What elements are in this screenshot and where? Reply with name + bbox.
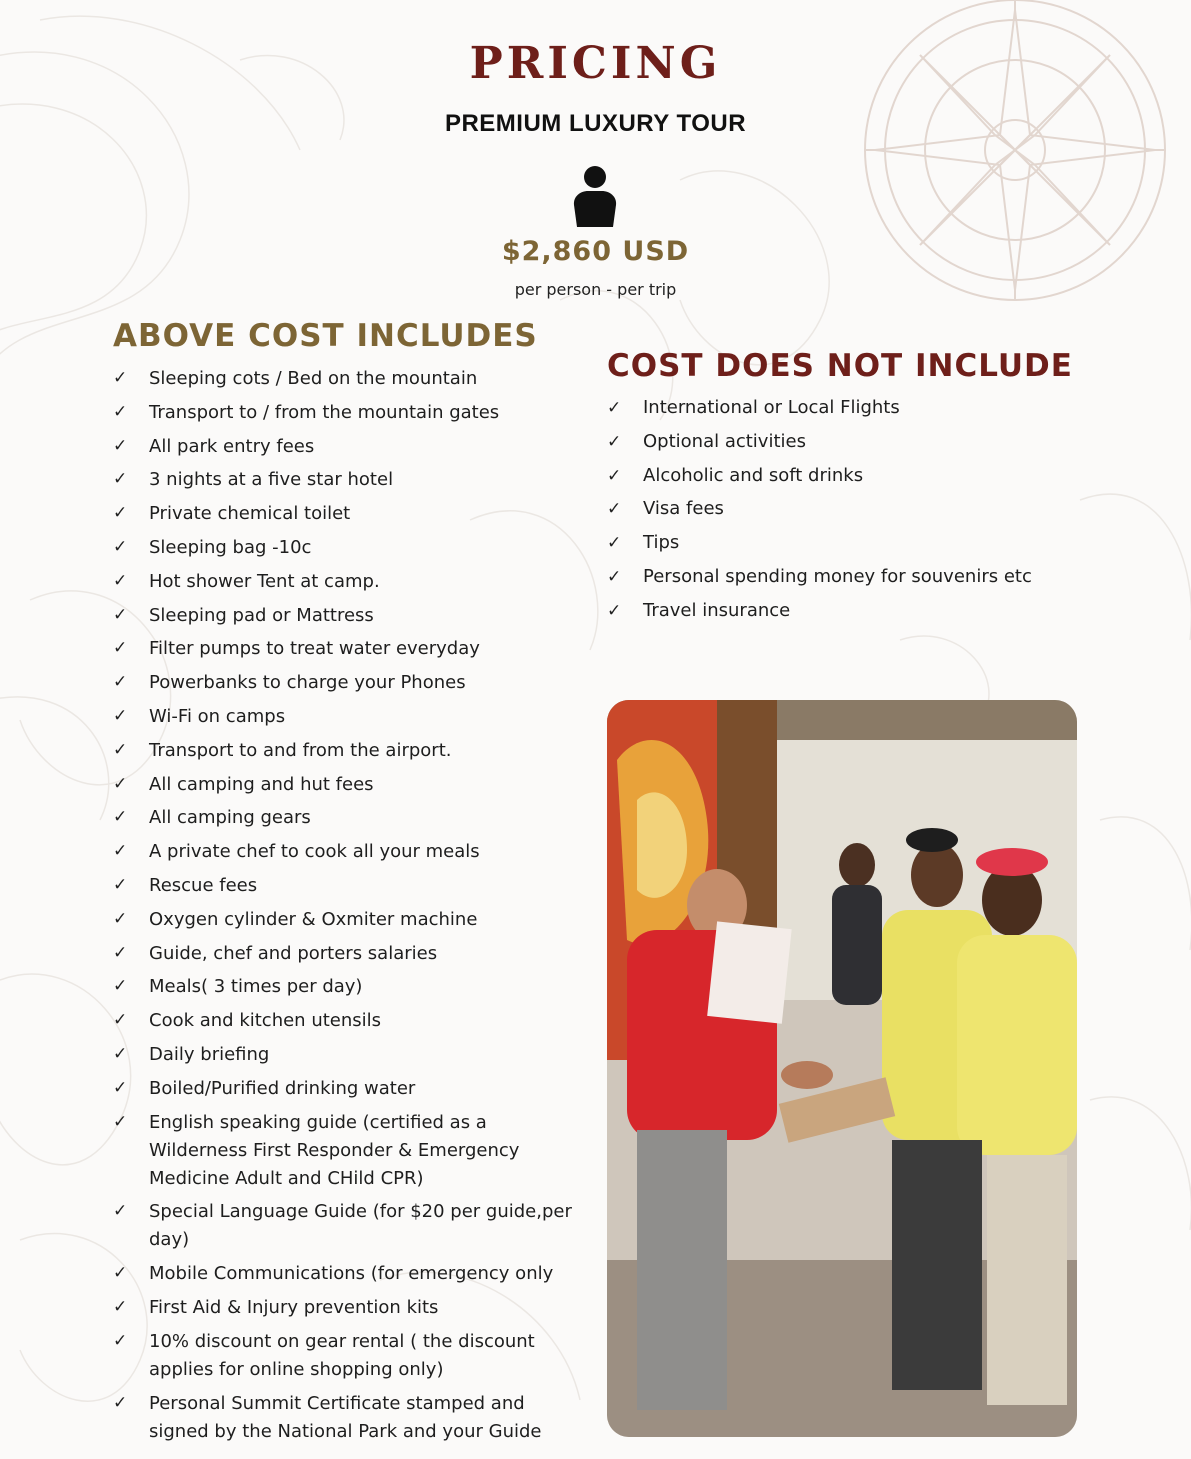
checkmark-icon: ✓ (113, 1111, 128, 1132)
included-item (113, 702, 588, 736)
checkmark-icon: ✓ (113, 773, 128, 794)
excluded-item-label: Optional activities (643, 430, 806, 452)
checkmark-icon: ✓ (607, 398, 622, 418)
included-item (113, 939, 588, 973)
included-item-label: Oxygen cylinder & Oxmiter machine (149, 908, 478, 930)
checkmark-icon: ✓ (113, 705, 128, 726)
checkmark-icon: ✓ (113, 1263, 128, 1284)
included-item (113, 837, 588, 871)
checkmark-icon: ✓ (113, 536, 128, 557)
excluded-item-label: Travel insurance (643, 599, 791, 621)
included-item (113, 871, 588, 905)
included-item-label: 3 nights at a five star hotel (149, 469, 394, 491)
included-item-label: Private chemical toilet (149, 503, 351, 525)
included-item-label: Transport to and from the airport. (149, 739, 452, 761)
checkmark-icon: ✓ (113, 1077, 128, 1098)
included-item (113, 668, 588, 702)
included-item (113, 905, 588, 939)
included-item-label: Transport to / from the mountain gates (149, 401, 500, 423)
included-item-label: Sleeping cots / Bed on the mountain (149, 368, 478, 389)
checkmark-icon: ✓ (113, 469, 128, 490)
included-item (113, 432, 588, 466)
included-item (113, 1259, 588, 1293)
excluded-item (607, 462, 1077, 496)
included-item (113, 499, 588, 533)
included-item (113, 1074, 588, 1108)
checkmark-icon: ✓ (113, 401, 128, 422)
checkmark-icon: ✓ (113, 604, 128, 625)
included-item-label: Boiled/Purified drinking water (149, 1077, 416, 1099)
certificate-ceremony-photo (607, 700, 1077, 1437)
checkmark-icon: ✓ (113, 672, 128, 693)
checkmark-icon: ✓ (113, 638, 128, 659)
includes-heading: ABOVE COST INCLUDES (113, 318, 538, 354)
checkmark-icon: ✓ (113, 1392, 128, 1413)
checkmark-icon: ✓ (607, 566, 622, 587)
checkmark-icon: ✓ (113, 435, 128, 456)
included-item-label: Mobile Communications (for emergency only (149, 1263, 554, 1285)
included-item-label: Guide, chef and porters salaries (149, 942, 438, 964)
included-item-label: Personal Summit Certificate stamped and signed by the National Park and your Guide (149, 1392, 542, 1442)
checkmark-icon: ✓ (113, 874, 128, 895)
price-amount: $2,860 USD (501, 236, 690, 267)
included-item (113, 1327, 588, 1389)
price-note: per person - per trip (514, 280, 677, 299)
included-item-label: All park entry fees (149, 435, 315, 457)
excludes-list (607, 394, 1077, 631)
included-item-label: Meals( 3 times per day) (149, 976, 363, 998)
checkmark-icon: ✓ (113, 807, 128, 828)
checkmark-icon: ✓ (113, 976, 128, 997)
checkmark-icon: ✓ (607, 499, 622, 520)
excluded-item (607, 428, 1077, 462)
page-title: PRICING (469, 38, 722, 89)
included-item (113, 803, 588, 837)
included-item-label: Special Language Guide (for $20 per guide,per day) (149, 1201, 572, 1251)
checkmark-icon: ✓ (113, 1201, 128, 1222)
tour-name: PREMIUM LUXURY TOUR (444, 110, 747, 137)
included-item-label: Sleeping pad or Mattress (149, 604, 374, 626)
excluded-item-label: Visa fees (643, 498, 724, 520)
included-item (113, 1108, 588, 1198)
included-item-label: Cook and kitchen utensils (149, 1010, 382, 1032)
included-item (113, 465, 588, 499)
checkmark-icon: ✓ (113, 1010, 128, 1031)
checkmark-icon: ✓ (113, 1043, 128, 1064)
checkmark-icon: ✓ (113, 1296, 128, 1317)
included-item (113, 364, 588, 398)
included-item (113, 533, 588, 567)
included-item (113, 1006, 588, 1040)
person-icon (571, 165, 619, 227)
excluded-item-label: Personal spending money for souvenirs etc (643, 565, 1032, 587)
checkmark-icon: ✓ (607, 465, 622, 486)
included-item-label: 10% discount on gear rental ( the discount applies for online shopping only) (149, 1330, 535, 1380)
included-item (113, 567, 588, 601)
included-item-label: All camping gears (149, 807, 311, 829)
included-item-label: Filter pumps to treat water everyday (149, 638, 480, 660)
excluded-item-label: Alcoholic and soft drinks (643, 464, 864, 486)
checkmark-icon: ✓ (607, 533, 622, 554)
checkmark-icon: ✓ (113, 503, 128, 524)
included-item (113, 1389, 588, 1451)
included-item-label: Wi-Fi on camps (149, 705, 286, 727)
included-item-label: Sleeping bag -10c (149, 536, 312, 558)
included-item-label: All camping and hut fees (149, 773, 374, 795)
excludes-heading: COST DOES NOT INCLUDE (607, 348, 1073, 384)
checkmark-icon: ✓ (113, 908, 128, 929)
checkmark-icon: ✓ (113, 942, 128, 963)
included-item-label: First Aid & Injury prevention kits (149, 1296, 439, 1318)
included-item (113, 398, 588, 432)
included-item-label: Powerbanks to charge your Phones (149, 672, 466, 694)
excluded-item (607, 529, 1077, 563)
included-item-label: Hot shower Tent at camp. (149, 570, 380, 592)
included-item (113, 1293, 588, 1327)
excluded-item (607, 495, 1077, 529)
included-item (113, 736, 588, 770)
checkmark-icon: ✓ (607, 431, 622, 452)
checkmark-icon: ✓ (113, 368, 128, 388)
checkmark-icon: ✓ (113, 570, 128, 591)
included-item-label: Daily briefing (149, 1043, 270, 1065)
included-item (113, 770, 588, 804)
included-item-label: Rescue fees (149, 874, 258, 896)
included-item-label: A private chef to cook all your meals (149, 841, 480, 863)
included-item (113, 601, 588, 635)
checkmark-icon: ✓ (113, 841, 128, 862)
excluded-item-label: Tips (643, 532, 680, 554)
excluded-item (607, 563, 1077, 597)
checkmark-icon: ✓ (607, 600, 622, 621)
included-item (113, 972, 588, 1006)
included-item (113, 634, 588, 668)
checkmark-icon: ✓ (113, 1330, 128, 1351)
included-item (113, 1040, 588, 1074)
checkmark-icon: ✓ (113, 739, 128, 760)
includes-list (113, 364, 588, 1450)
excluded-item (607, 597, 1077, 631)
included-item (113, 1197, 588, 1259)
excluded-item-label: International or Local Flights (643, 397, 900, 418)
included-item-label: English speaking guide (certified as a Wilderness First Responder & Emergency Medicine Adult and CHild CPR) (149, 1111, 520, 1189)
excluded-item (607, 394, 1077, 428)
